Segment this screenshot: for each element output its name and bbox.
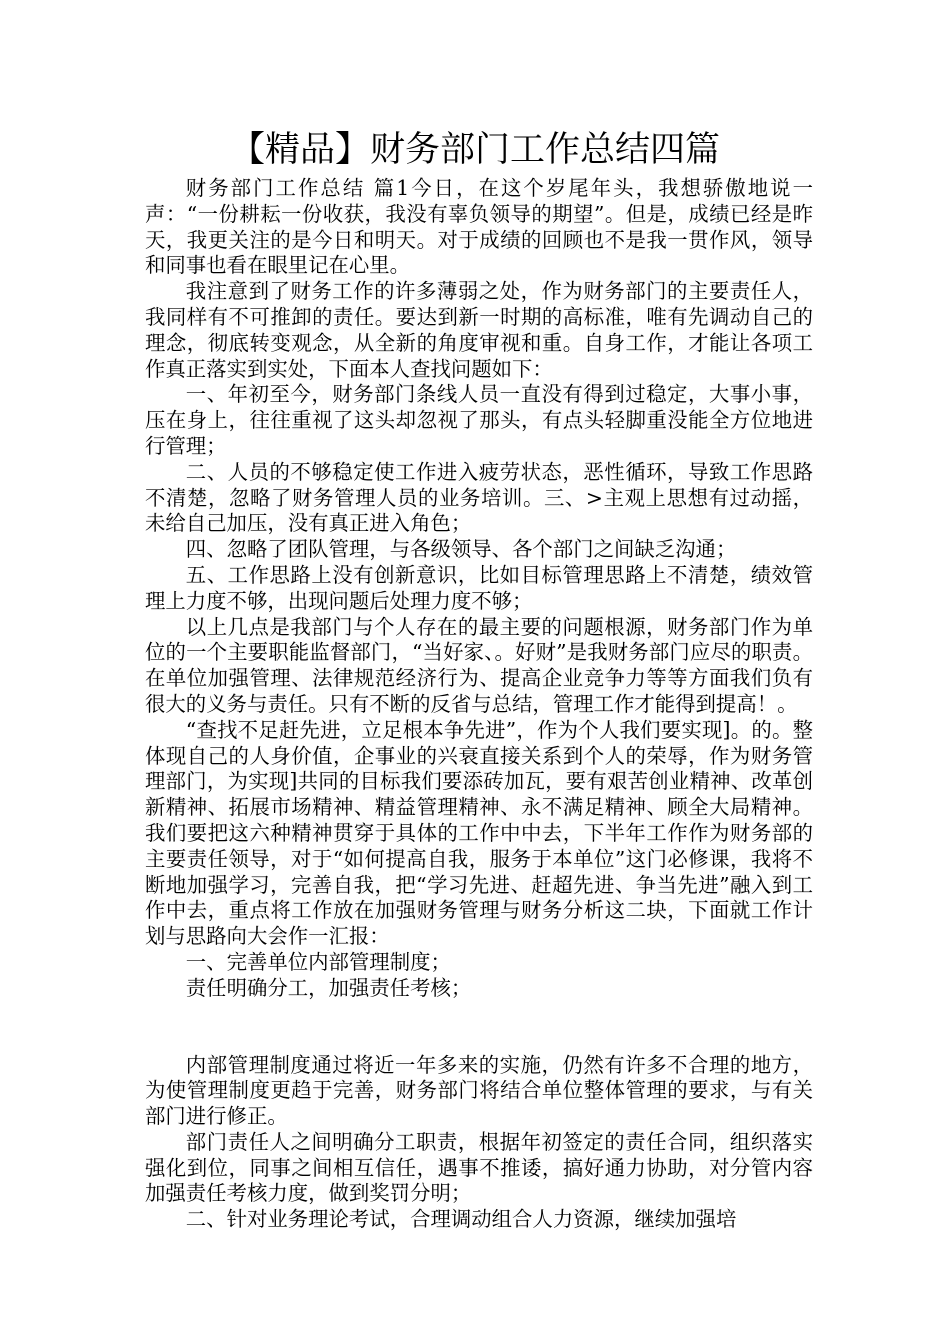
blank-gap — [145, 1002, 813, 1053]
paragraph: 二、针对业务理论考试，合理调动组合人力资源，继续加强培 — [185, 1207, 737, 1232]
paragraph: 以上几点是我部门与个人存在的最主要的问题根源，财务部门作为单位的一个主要职能监督部门，“当好家、。好财”是我财务部门应尽的职责。在单位加强管理、法律规范经济行为、提高企业竞争力等等方面我们负有很大的义务与责任。只有不断的反省与总结，管理工作才能得到提高！。 — [145, 614, 813, 716]
document-body — [145, 176, 813, 1233]
paragraph: 责任明确分工，加强责任考核； — [185, 975, 472, 1000]
paragraph: “查找不足赶先进，立足根本争先进”，作为个人我们要实现]。的。整体现自己的人身价值，企事业的兴衰直接关系到个人的荣辱，作为财务管理部门，为实现]共同的目标我们要添砖加瓦，要有艰苦创业精神、改革创新精神、拓展市场精神、精益管理精神、永不满足精神、顾全大局精神。我们要把这六种精神贯穿于具体的工作中中去，下半年工作作为财务部的主要责任领导，对于“如何提高自我，服务于本单位”这门必修课，我将不断地加强学习，完善自我，把“学习先进、赶超先进、争当先进”融入到工作中去，重点将工作放在加强财务管理与财务分析这二块，下面就工作计划与思路向大会作一汇报： — [145, 717, 813, 949]
paragraph: 部门责任人之间明确分工职责，根据年初签定的责任合同，组织落实强化到位，同事之间相互信任，遇事不推诿，搞好通力协助，对分管内容加强责任考核力度，做到奖罚分明； — [145, 1129, 813, 1206]
paragraph: 我注意到了财务工作的许多薄弱之处，作为财务部门的主要责任人，我同样有不可推卸的责任。要达到新一时期的高标准，唯有先调动自己的理念，彻底转变观念，从全新的角度审视和重。自身工作，才能让各项工作真正落实到实处，下面本人查找问题如下： — [145, 279, 813, 381]
paragraph: 内部管理制度通过将近一年多来的实施，仍然有许多不合理的地方，为使管理制度更趋于完善，财务部门将结合单位整体管理的要求，与有关部门进行修正。 — [145, 1052, 813, 1129]
paragraph: 一、年初至今，财务部门条线人员一直没有得到过稳定，大事小事，压在身上，往往重视了这头却忽视了那头，有点头轻脚重没能全方位地进行管理； — [145, 382, 813, 458]
paragraph: 五、工作思路上没有创新意识，比如目标管理思路上不清楚，绩效管理上力度不够，出现问题后处理力度不够； — [145, 562, 813, 613]
paragraph: 财务部门工作总结 篇1今日，在这个岁尾年头，我想骄傲地说一声：“一份耕耘一份收获，我没有辜负领导的期望”。但是，成绩已经是昨天，我更关注的是今日和明天。对于成绩的回顾也不是我一贯作风，领导和同事也看在眼里记在心里。 — [145, 176, 813, 278]
document-title: 【精品】财务部门工作总结四篇 — [229, 130, 720, 170]
paragraph: 一、完善单位内部管理制度； — [185, 949, 451, 974]
paragraph: 四、忽略了团队管理，与各级领导、各个部门之间缺乏沟通； — [185, 537, 737, 562]
paragraph: 二、人员的不够稳定使工作进入疲劳状态，恶性循环，导致工作思路不清楚，忽略了财务管理人员的业务培训。三、>主观上思想有过动摇，未给自己加压，没有真正进入角色； — [145, 459, 813, 536]
